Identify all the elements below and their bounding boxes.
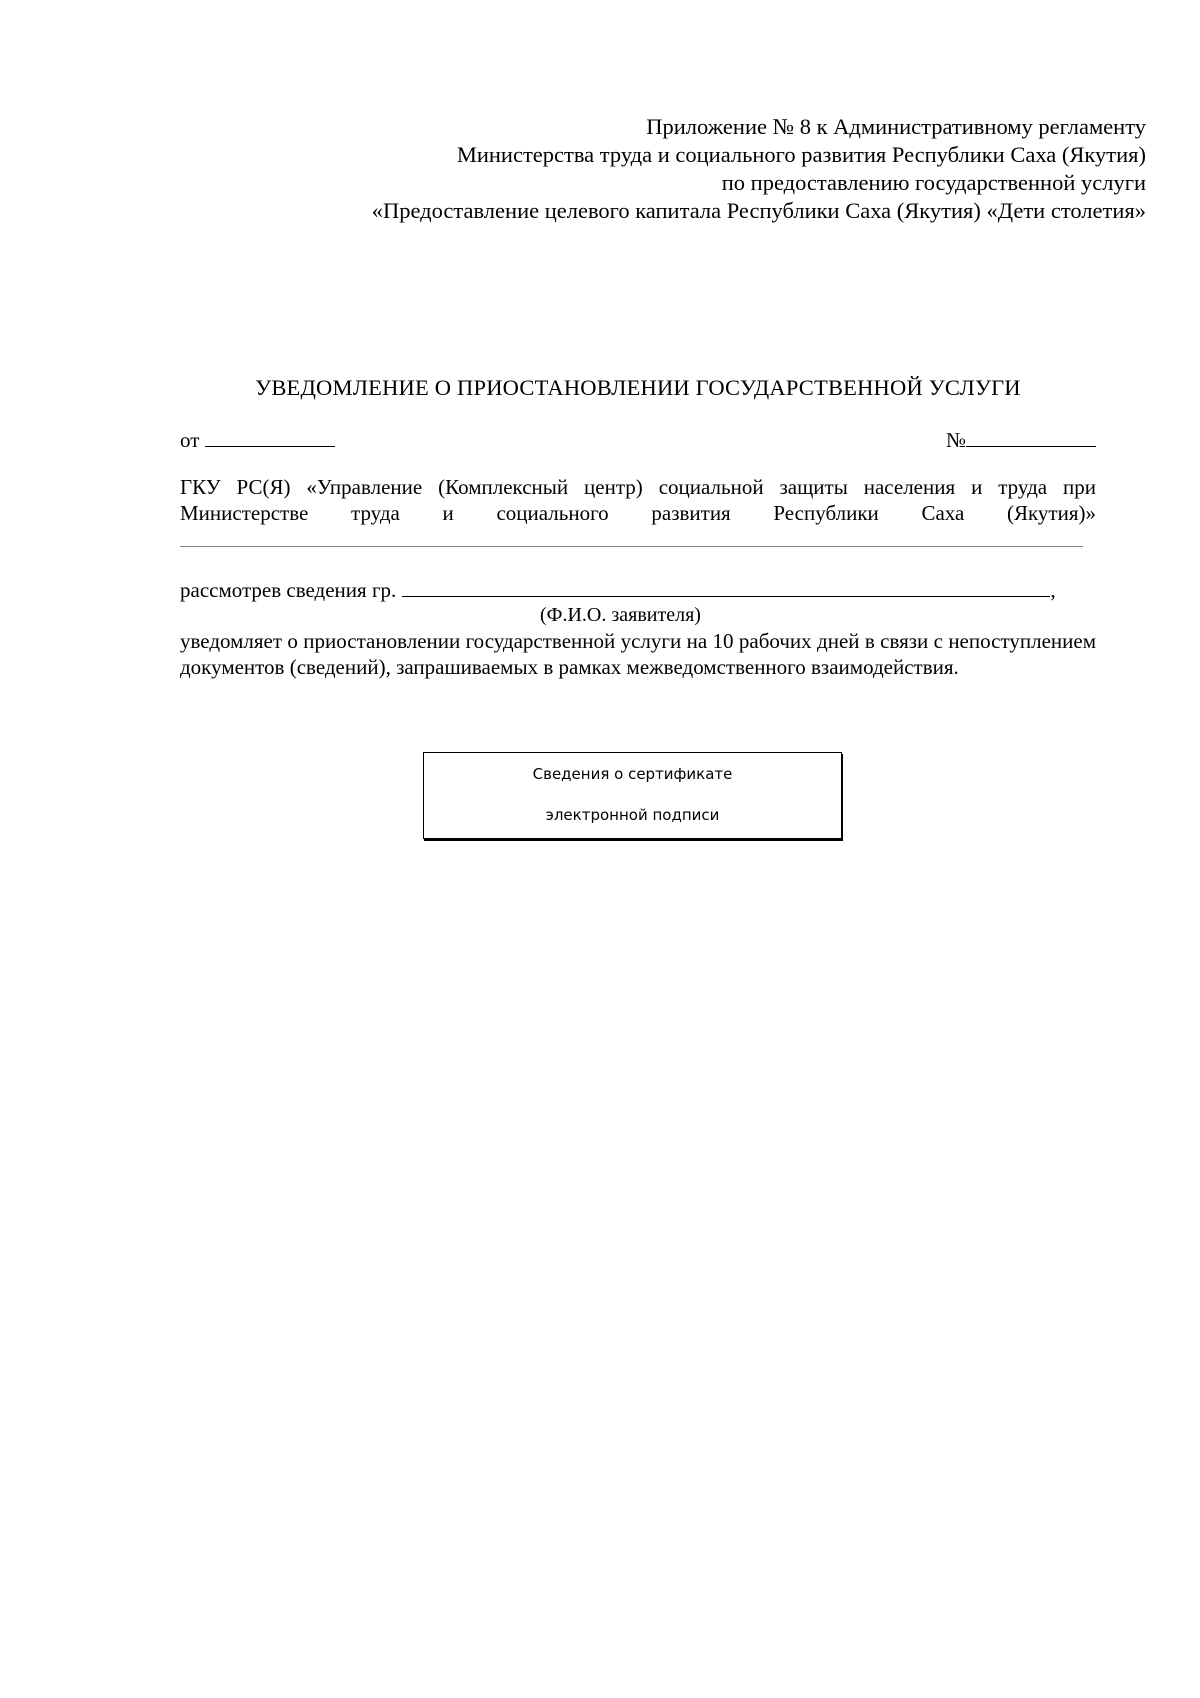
applicant-caption: (Ф.И.О. заявителя) (540, 604, 701, 626)
signature-box-line: Сведения о сертификате (532, 765, 733, 783)
appendix-header-line: Министерства труда и социального развития Республики Саха (Якутия) (456, 142, 1146, 167)
signature-box-line: электронной подписи (545, 806, 720, 824)
notice-paragraph: уведомляет о приостановлении государственной услуги на 10 рабочих дней в связи с непоступлением документов (сведений), запрашиваемых в рамках межведомственного взаимодействия. (180, 629, 1096, 679)
number-label: № (945, 428, 966, 452)
appendix-header-line: «Предоставление целевого капитала Республики Саха (Якутия) «Дети столетия» (371, 198, 1146, 223)
applicant-trailing-comma: , (1050, 578, 1056, 602)
applicant-label: рассмотрев сведения гр. (180, 578, 397, 602)
organization-underline (180, 546, 1083, 547)
date-field (180, 426, 335, 453)
document-title: УВЕДОМЛЕНИЕ О ПРИОСТАНОВЛЕНИИ ГОСУДАРСТВЕННОЙ УСЛУГИ (255, 375, 1021, 400)
organization-name: ГКУ РС(Я) «Управление (Комплексный центр) социальной защиты населения и труда при Министерстве труда и социального развития Республики Саха (Якутия)» (180, 475, 1096, 525)
appendix-header-line: Приложение № 8 к Административному регламенту (646, 114, 1146, 139)
date-label: от (180, 428, 200, 452)
date-number-row (180, 426, 1096, 456)
applicant-blank-line (402, 576, 1050, 597)
date-blank-line (205, 426, 335, 447)
appendix-header-line: по предоставлению государственной услуги (721, 170, 1146, 195)
number-field (946, 426, 1096, 453)
applicant-field (180, 576, 1096, 603)
appendix-header (372, 113, 1146, 225)
number-blank-line (966, 426, 1096, 447)
signature-certificate-box (423, 752, 842, 839)
